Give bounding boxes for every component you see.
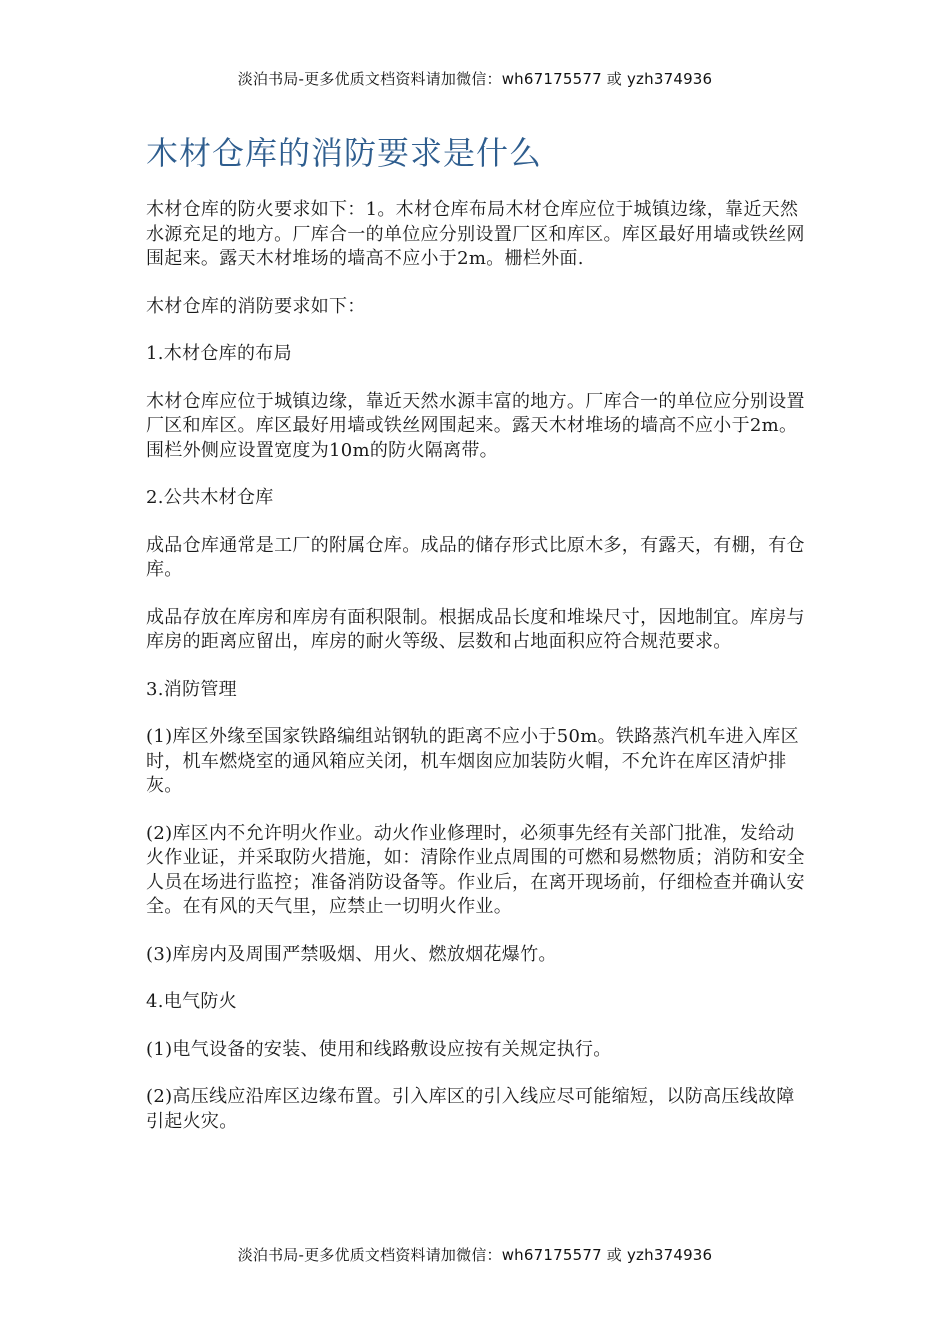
footer-contact-note: 淡泊书局-更多优质文档资料请加微信：wh67175577 或 yzh374936	[237, 1246, 713, 1264]
paragraph-electrical-1: (1)电气设备的安装、使用和线路敷设应按有关规定执行。	[146, 1038, 612, 1060]
paragraph-storage-limits: 成品存放在库房和库房有面积限制。根据成品长度和堆垛尺寸，因地制宜。库房与库房的距离应留出，库房的耐火等级、层数和占地面积应符合规范要求。	[146, 606, 805, 652]
section-heading-fire-management: 3.消防管理	[146, 678, 237, 700]
section-heading-electrical: 4.电气防火	[146, 991, 237, 1012]
section-heading-public-warehouse: 2.公共木材仓库	[146, 487, 274, 508]
paragraph-finished-goods: 成品仓库通常是工厂的附属仓库。成品的储存形式比原木多，有露天，有棚，有仓库。	[146, 534, 805, 580]
paragraph-layout: 木材仓库应位于城镇边缘，靠近天然水源丰富的地方。厂库合一的单位应分别设置厂区和库区。库区最好用墙或铁丝网围起来。露天木材堆场的墙高不应小于2m。围栏外侧应设置宽度为10m的防火隔离带。	[146, 390, 805, 461]
document-body	[146, 198, 811, 1157]
header-contact-note: 淡泊书局-更多优质文档资料请加微信：wh67175577 或 yzh374936	[237, 70, 713, 88]
page-title: 木材仓库的消防要求是什么	[146, 134, 543, 172]
paragraph-rule-2: (2)库区内不允许明火作业。动火作业修理时，必须事先经有关部门批准，发给动火作业证，并采取防火措施，如：清除作业点周围的可燃和易燃物质；消防和安全人员在场进行监控；准备消防设备等。作业后，在离开现场前，仔细检查并确认安全。在有风的天气里，应禁止一切明火作业。	[146, 822, 805, 917]
paragraph-rule-3: (3)库房内及周围严禁吸烟、用火、燃放烟花爆竹。	[146, 943, 557, 965]
section-heading-layout: 1.木材仓库的布局	[146, 343, 292, 364]
paragraph-rule-1: (1)库区外缘至国家铁路编组站钢轨的距离不应小于50m。铁路蒸汽机车进入库区时，机车燃烧室的通风箱应关闭，机车烟囱应加装防火帽，不允许在库区清炉排灰。	[146, 726, 799, 796]
paragraph-requirements-lead: 木材仓库的消防要求如下：	[146, 295, 366, 317]
paragraph-intro: 木材仓库的防火要求如下：1。木材仓库布局木材仓库应位于城镇边缘，靠近天然水源充足的地方。厂库合一的单位应分别设置厂区和库区。库区最好用墙或铁丝网围起来。露天木材堆场的墙高不应小于2m。栅栏外面.	[146, 199, 805, 269]
paragraph-electrical-2: (2)高压线应沿库区边缘布置。引入库区的引入线应尽可能缩短，以防高压线故障引起火灾。	[146, 1086, 795, 1132]
